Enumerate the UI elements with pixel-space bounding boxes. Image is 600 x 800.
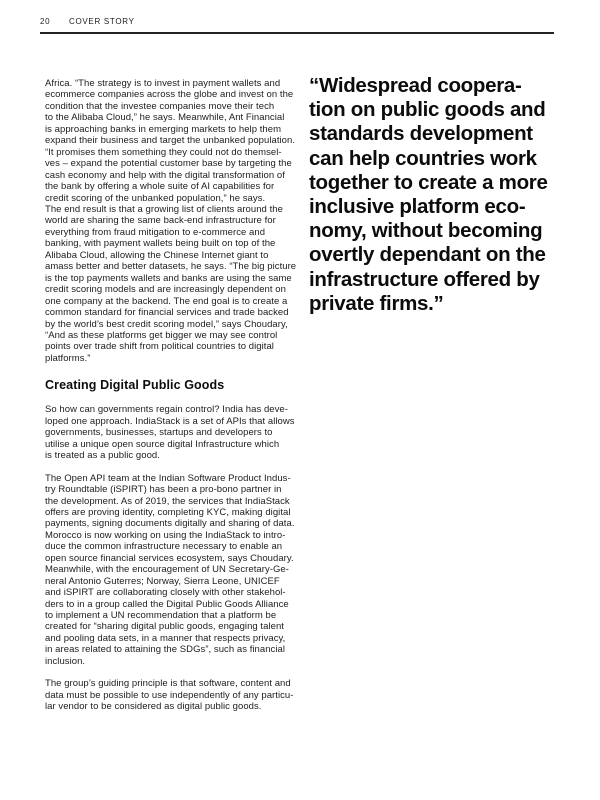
pull-quote: “Widespread coopera- tion on public goods and standards development can help countries work together to create a more inclusive platform eco- nomy, without becoming overtly dependant on the infrastructure offered by private firms.” — [309, 74, 548, 315]
paragraph-open-api-team: The Open API team at the Indian Software Product Indus- try Roundtable (iSPIRT) has been a pro-bono partner in the development. As of 2019, the services that IndiaStack offers are proving identity, completing KYC, making digital payments, signing documents digitally and sharing of data. Morocco is now working on using the IndiaStack to intro- duce the common infrastructure necessary to enable an open source financial services ecosystem, says Choudary. Meanwhile, with the encouragement of UN Secretary-Ge- neral Antonio Guterres; Norway, Sierra Leone, UNICEF and iSPIRT are collaborating closely with other stakehol- ders to in a group called the Digital Public Goods Alliance to implement a UN recommendation that a platform be created for “sharing digital public goods, engaging talent and pooling data sets, in a manner that respects privacy, in areas related to attaining the SDGs”, such as financial inclusion. — [45, 472, 295, 667]
header-rule — [40, 32, 554, 34]
page-number: 20 — [40, 17, 51, 26]
section-label: COVER STORY — [69, 17, 135, 26]
paragraph-indiastack-intro: So how can governments regain control? India has deve- loped one approach. IndiaStack is a set of APIs that allows governments, businesses, startups and developers to utilise a unique open source digital Infrastructure which is treated as a public good. — [45, 404, 295, 462]
page-header — [40, 17, 553, 26]
paragraph-africa-strategy: Africa. “The strategy is to invest in payment wallets and ecommerce companies across the globe and invest on the condition that the investee companies move their tech to the Alibaba Cloud,” he says. Meanwhile, Ant Financial is approaching banks in emerging markets to help them expand their business and target the unbanked population. “It promises them something they could not do themsel- ves – expand the potential customer base by targeting the cash economy and help with the digital transformation of the bank by offering a whole suite of AI capabilities for credit scoring of the unbanked population,” he says. The end result is that a growing list of clients around the world are sharing the same back-end infrastructure for everything from fraud mitigation to e-commerce and banking, with payment wallets being built on top of the Alibaba Cloud, allowing the Chinese Internet giant to amass better and better datasets, he says. “The big picture is the top payments wallets and banks are using the same credit scoring models and are increasingly dependent on one company at the backend. The end goal is to create a common standard for financial services and trade backed by the world’s best credit scoring model,” says Choudary, “And as these platforms get bigger we may see control points over trade shift from political countries to digital platforms.” — [45, 78, 297, 364]
paragraph-guiding-principle: The group’s guiding principle is that software, content and data must be possible to use independently of any particu- lar vendor to be considered as digital public goods. — [45, 678, 294, 713]
article-body — [45, 78, 297, 724]
section-heading: Creating Digital Public Goods — [45, 378, 225, 393]
